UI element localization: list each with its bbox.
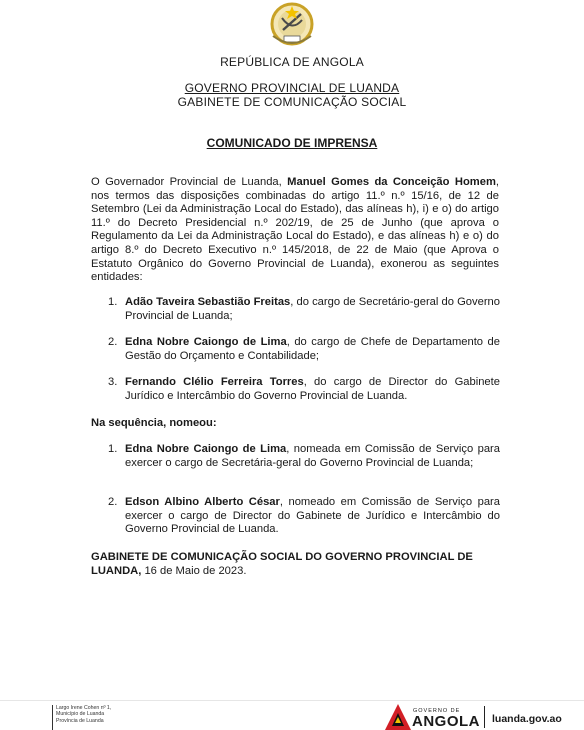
logo-small-text: GOVERNO DE (413, 708, 461, 714)
republic-heading: REPÚBLICA DE ANGOLA (220, 55, 364, 69)
intro-paragraph (91, 176, 499, 285)
list-number: 2. (108, 496, 118, 508)
list-number: 2. (108, 336, 118, 348)
person-name: Fernando Clélio Ferreira Torres (125, 376, 304, 388)
logo-big-text: ANGOLA (412, 713, 480, 730)
person-name: Edson Albino Alberto César (125, 496, 280, 508)
list-text (125, 496, 500, 537)
list-number: 1. (108, 443, 118, 455)
address-line: Largo Irene Cohen nº 1, (56, 705, 112, 711)
closing-signature (91, 551, 499, 578)
intro-text-rest: , nos termos das disposições combinadas do artigo 11.º n.º 15/16, de 12 de Setembro (Lei da Administração Local do Estado), das alíneas h), i) e o) do artigo 11.º do Decreto Presidencial n.º 202/19, de 25 de Junho (que aprova o Regulamento da Lei da Administração Local do Estado), e das alíneas h) e o) do artigo 8.º do Decreto Executivo n.º 145/2018, de 22 de Maio (que Aprova o Estatuto Orgânico do Governo Provincial de Luanda), exonerou as seguintes entidades: (91, 176, 500, 284)
role-text: , nomeada em Comissão de Serviço para exercer o cargo de Secretária-geral do Governo Provincial de Luanda; (125, 443, 500, 469)
office-heading: GABINETE DE COMUNICAÇÃO SOCIAL (177, 95, 407, 109)
role-text: , do cargo de Chefe de Departamento de Gestão do Orçamento e Contabilidade; (125, 336, 501, 362)
angola-coat-of-arms-icon (259, 0, 325, 52)
government-heading-text: GOVERNO PROVINCIAL DE LUANDA (184, 81, 400, 95)
sequence-label: Na sequência, nomeou: (91, 417, 217, 429)
footer-divider (0, 700, 584, 701)
governor-name: Manuel Gomes da Conceição Homem (287, 176, 496, 188)
role-text: , nomeado em Comissão de Serviço para exercer o cargo de Director do Gabinete de Jurídico e Intercâmbio do Governo Provincial de Luanda. (125, 496, 501, 536)
list-text (125, 336, 500, 363)
list-number: 3. (108, 376, 118, 388)
address-bar (52, 705, 53, 730)
website-link[interactable]: luanda.gov.ao (492, 713, 562, 725)
list-text (125, 296, 500, 323)
governo-angola-logo-icon (385, 704, 411, 730)
person-name: Edna Nobre Caiongo de Lima (125, 443, 287, 455)
person-name: Adão Taveira Sebastião Freitas (125, 296, 291, 308)
intro-text-start: O Governador Provincial de Luanda, (91, 176, 288, 188)
footer-address (56, 705, 111, 724)
address-line: Província de Luanda (56, 717, 104, 724)
person-name: Edna Nobre Caiongo de Lima (125, 336, 287, 348)
role-text: , do cargo de Director do Gabinete Jurídico e Intercâmbio do Governo Provincial de Luanda. (125, 376, 500, 402)
list-number: 1. (108, 296, 118, 308)
logo-separator (484, 706, 485, 728)
role-text: , do cargo de Secretário-geral do Governo Provincial de Luanda; (125, 296, 500, 322)
list-text (125, 376, 500, 403)
government-heading (0, 81, 584, 95)
page-title: COMUNICADO DE IMPRENSA (206, 136, 378, 150)
address-line: Município de Luanda (56, 711, 105, 718)
closing-date: 16 de Maio de 2023. (141, 564, 247, 577)
list-text (125, 443, 500, 470)
closing-org: GABINETE DE COMUNICAÇÃO SOCIAL DO GOVERNO PROVINCIAL DE LUANDA, (91, 551, 473, 577)
